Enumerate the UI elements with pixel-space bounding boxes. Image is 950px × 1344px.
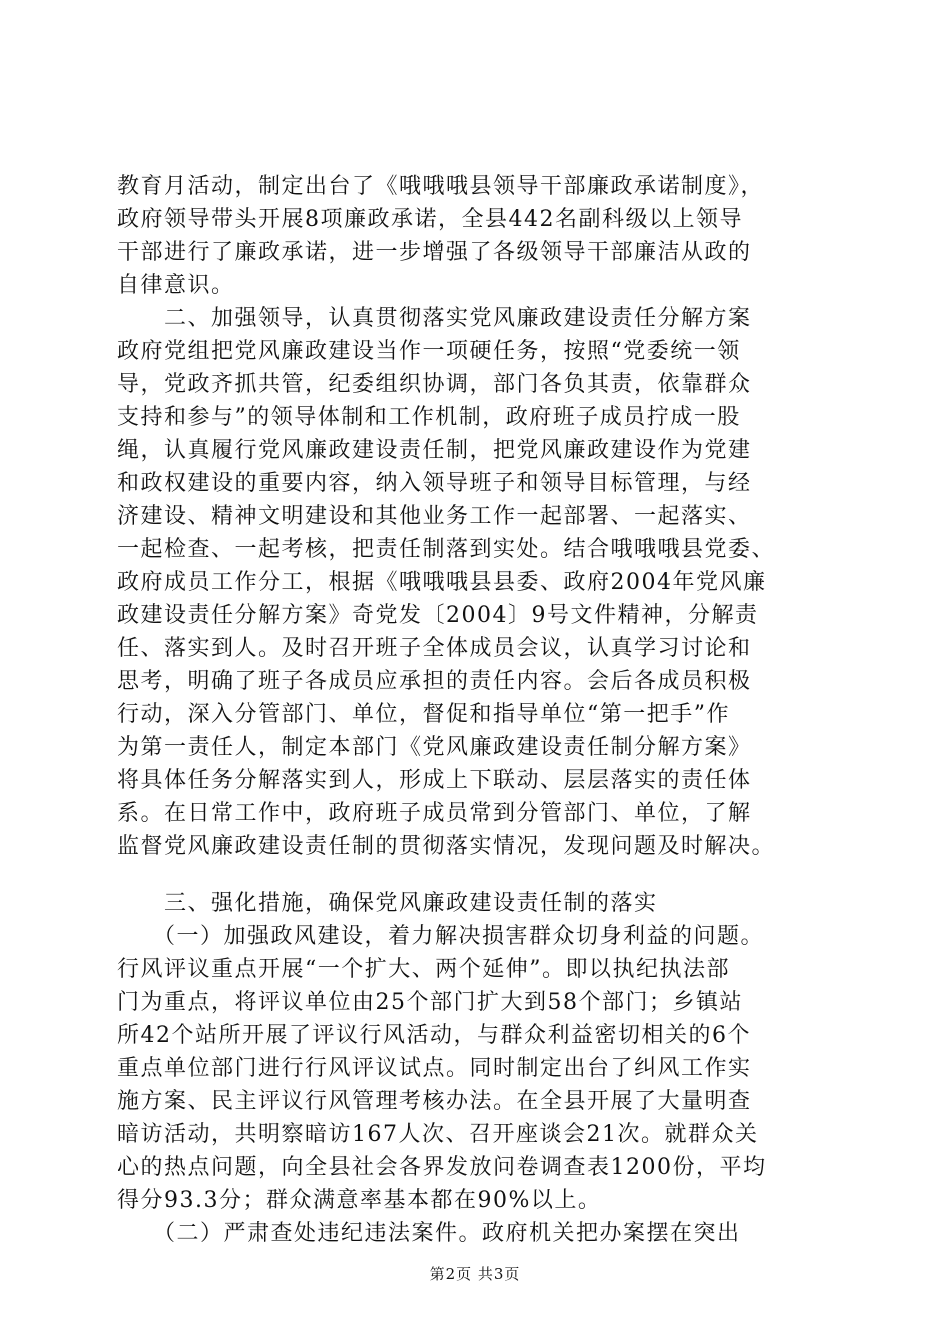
page-footer: 第2页 共3页: [429, 1265, 521, 1283]
text-line: 系。在日常工作中，政府班子成员常到分管部门、单位，了解: [117, 801, 752, 826]
text-line: 所42个站所开展了评议行风活动，与群众利益密切相关的6个: [117, 1023, 751, 1048]
text-line: 支持和参与”的领导体制和工作机制，政府班子成员拧成一股: [117, 405, 741, 430]
section-heading-line: 三、强化措施，确保党风廉政建设责任制的落实: [117, 891, 658, 916]
text-line: 门为重点，将评议单位由25个部门扩大到58个部门；乡镇站: [117, 990, 743, 1015]
text-line: 监督党风廉政建设责任制的贯彻落实情况，发现问题及时解决。: [117, 834, 776, 859]
text-line: 施方案、民主评议行风管理考核办法。在全县开展了大量明查: [117, 1089, 752, 1114]
subsection-heading-line: （一）加强政风建设，着力解决损害群众切身利益的问题。: [117, 924, 765, 949]
text-line: 政府成员工作分工，根据《哦哦哦县县委、政府2004年党风廉: [117, 570, 767, 595]
text-line: 政府领导带头开展8项廉政承诺，全县442名副科级以上领导: [117, 207, 743, 232]
text-line: 干部进行了廉政承诺，进一步增强了各级领导干部廉洁从政的: [117, 240, 752, 265]
text-line: 将具体任务分解落实到人，形成上下联动、层层落实的责任体: [117, 768, 752, 793]
text-line: 一起检查、一起考核，把责任制落到实处。结合哦哦哦县党委、: [117, 537, 776, 562]
text-line: 和政权建设的重要内容，纳入领导班子和领导目标管理，与经: [117, 471, 752, 496]
text-line: 政建设责任分解方案》奇党发〔2004〕9号文件精神，分解责: [117, 603, 759, 628]
text-line: 暗访活动，共明察暗访167人次、召开座谈会21次。就群众关: [117, 1122, 759, 1147]
text-line: 济建设、精神文明建设和其他业务工作一起部署、一起落实、: [117, 504, 752, 529]
text-line: 自律意识。: [117, 273, 235, 298]
text-line: 得分93.3分；群众满意率基本都在90%以上。: [117, 1188, 602, 1213]
text-line: 导，党政齐抓共管，纪委组织协调，部门各负其责，依靠群众: [117, 372, 752, 397]
text-line: 重点单位部门进行行风评议试点。同时制定出台了纠风工作实: [117, 1056, 752, 1081]
text-line: 任、落实到人。及时召开班子全体成员会议，认真学习讨论和: [117, 636, 752, 661]
text-line: 政府党组把党风廉政建设当作一项硬任务，按照“党委统一领: [117, 339, 741, 364]
body-text: [117, 170, 839, 1250]
text-line: 行风评议重点开展“一个扩大、两个延伸”。即以执纪执法部: [117, 957, 730, 982]
subsection-heading-line: （二）严肃查处违纪违法案件。政府机关把办案摆在突出: [117, 1221, 741, 1246]
text-line: 行动，深入分管部门、单位，督促和指导单位“第一把手”作: [117, 702, 730, 727]
section-heading-line: 二、加强领导，认真贯彻落实党风廉政建设责任分解方案: [117, 306, 752, 331]
text-line: 为第一责任人，制定本部门《党风廉政建设责任制分解方案》: [117, 735, 752, 760]
text-line: 绳，认真履行党风廉政建设责任制，把党风廉政建设作为党建: [117, 438, 752, 463]
text-line: 教育月活动，制定出台了《哦哦哦县领导干部廉政承诺制度》，: [117, 174, 765, 199]
text-line: 心的热点问题，向全县社会各界发放问卷调查表1200份，平均: [117, 1155, 767, 1180]
text-line: 思考，明确了班子各成员应承担的责任内容。会后各成员积极: [117, 669, 752, 694]
